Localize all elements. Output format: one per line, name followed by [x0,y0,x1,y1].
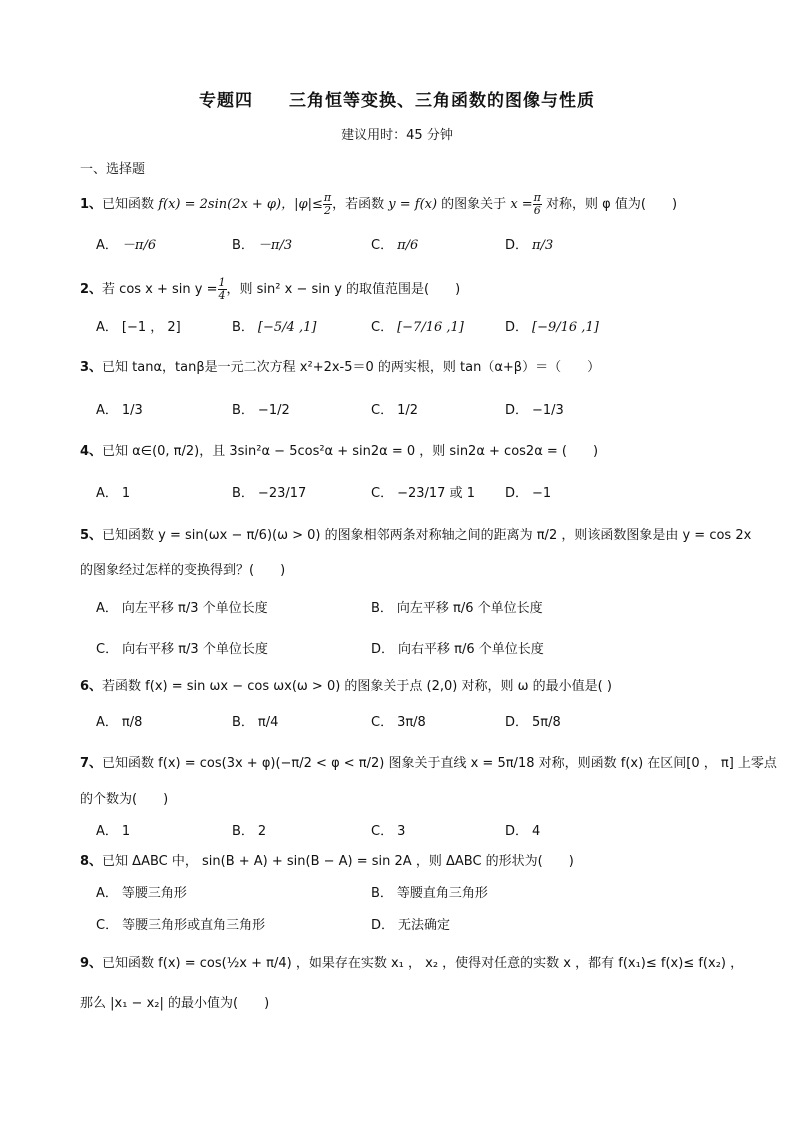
option-b: B． −1/2 [232,403,290,418]
option-d: D． 无法确定 [371,918,451,933]
question-6: 6、若函数 f(x) = sin ωx − cos ωx(ω > 0) 的图象关于点 (2,0) 对称，则 ω 的最小值是( ) [80,679,612,694]
suggested-time: 建议用时：45 分钟 [341,128,453,143]
option-c: C． 等腰三角形或直角三角形 [96,918,266,933]
question-9-continued [80,994,269,1014]
option-a: A． 等腰三角形 [96,886,187,901]
option-b: B． π/4 [232,715,279,730]
question-math: f(x) = 2sin(2x + φ)，|φ|≤ [158,197,323,212]
question-stem: 的图象经过怎样的变换得到？( ) [80,563,286,578]
question-stem: 若函数 f(x) = sin ωx − cos ωx(ω > 0) 的图象关于点 (2,0) 对称，则 ω 的最小值是( ) [102,679,612,694]
option-a: A． 向左平移 π/3 个单位长度 [96,601,268,616]
question-5-continued [80,561,285,581]
question-stem: 那么 |x₁ − x₂| 的最小值为( ) [80,996,270,1011]
question-stem: 已知函数 f(x) = cos(3x + φ)(−π/2 < φ < π/2) 图象关于直线 x = 5π/18 对称，则函数 f(x) 在区间[0 ， π] 上零点 [102,756,777,771]
option-d: D． 5π/8 [505,715,561,730]
question-stem: 的个数为( ) [80,792,169,807]
question-2: 2、若 cos x + sin y = $\frac{1}{4}$ ，则 sin² x − sin y 的取值范围是( ) [80,276,461,302]
option-b: B． −23/17 [232,486,307,501]
question-stem: ，若函数 [332,197,389,212]
question-stem: 的图象关于 [437,197,511,212]
option-d: D． 向右平移 π/6 个单位长度 [371,642,544,657]
question-5: 5、已知函数 y = sin(ωx − π/6)(ω > 0) 的图象相邻两条对称轴之间的距离为 π/2 ，则该函数图象是由 y = cos 2x [80,528,752,543]
section-heading: 一、选择题 [80,162,146,177]
option-a: A． 1/3 [96,403,143,418]
question-stem: 已知函数 f(x) = cos(½x + π/4) ，如果存在实数 x₁ ， x₂ ，使得对任意的实数 x ，都有 f(x₁)≤ f(x)≤ f(x₂) ， [102,956,744,971]
question-stem: 已知函数 y = sin(ωx − π/6)(ω > 0) 的图象相邻两条对称轴之间的距离为 π/2 ，则该函数图象是由 y = cos 2x [102,528,752,543]
question-stem: 若 cos x + sin y = [102,282,218,297]
question-9: 9、已知函数 f(x) = cos(½x + π/4) ，如果存在实数 x₁ ， x₂ ，使得对任意的实数 x ，都有 f(x₁)≤ f(x)≤ f(x₂) ， [80,956,744,971]
option-c: C． 3π/8 [371,715,426,730]
fraction-pi-over-2: $\frac{\pi}{2}$ [323,191,332,217]
fraction-pi-over-6: $\frac{\pi}{6}$ [533,191,541,217]
option-b: B． 等腰直角三角形 [371,886,488,901]
option-a: A． [−1 ， 2] [96,320,181,335]
option-b: B． 2 [232,824,267,839]
question-stem: 已知 α∈(0, π/2)，且 3sin²α − 5cos²α + sin2α = 0 ，则 sin2α + cos2α = ( ) [102,444,599,459]
question-4: 4、已知 α∈(0, π/2)，且 3sin²α − 5cos²α + sin2α = 0 ，则 sin2α + cos2α = ( ) [80,444,599,459]
option-c: C． [−7/16 ,1] [371,320,464,335]
question-stem: 对称，则 φ 值为( ) [541,197,678,212]
question-7: 7、已知函数 f(x) = cos(3x + φ)(−π/2 < φ < π/2) 图象关于直线 x = 5π/18 对称，则函数 f(x) 在区间[0 ， π] 上零点 [80,756,777,771]
question-stem: 已知函数 [102,197,159,212]
question-number: 1、 [80,197,103,212]
option-d: D． [−9/16 ,1] [505,320,599,335]
question-math: x = [510,197,533,212]
option-d: D． 4 [505,824,541,839]
option-b: B． －π/3 [232,238,293,253]
option-a: A． 1 [96,486,131,501]
question-3: 3、已知 tanα，tanβ是一元二次方程 x²+2x-5＝0 的两实根，则 tan（α+β）＝（ ） [80,360,601,375]
option-c: C． 向右平移 π/3 个单位长度 [96,642,268,657]
option-c: C． −23/17 或 1 [371,486,475,501]
option-c: C． 3 [371,824,406,839]
question-math: y = f(x) [388,197,438,212]
page-title: 专题四 三角恒等变换、三角函数的图像与性质 [199,91,595,111]
option-a: A． π/8 [96,715,143,730]
option-c: C． π/6 [371,238,419,253]
option-a: A． －π/6 [96,238,157,253]
fraction-1-over-4: $\frac{1}{4}$ [218,276,226,302]
option-a: A． 1 [96,824,131,839]
question-stem: 已知 tanα，tanβ是一元二次方程 x²+2x-5＝0 的两实根，则 tan（α+β）＝（ ） [102,360,601,375]
question-stem: ，则 sin² x − sin y 的取值范围是( ) [226,282,461,297]
option-d: D． π/3 [505,238,554,253]
option-d: D． −1/3 [505,403,564,418]
option-b: B． 向左平移 π/6 个单位长度 [371,601,543,616]
question-8: 8、已知 ΔABC 中， sin(B + A) + sin(B − A) = sin 2A ，则 ΔABC 的形状为( ) [80,854,574,869]
option-b: B． [−5/4 ,1] [232,320,317,335]
question-stem: 已知 ΔABC 中， sin(B + A) + sin(B − A) = sin 2A ，则 ΔABC 的形状为( ) [102,854,574,869]
question-7-continued [80,790,168,810]
option-c: C． 1/2 [371,403,418,418]
question-1 [80,192,677,217]
option-d: D． −1 [505,486,552,501]
